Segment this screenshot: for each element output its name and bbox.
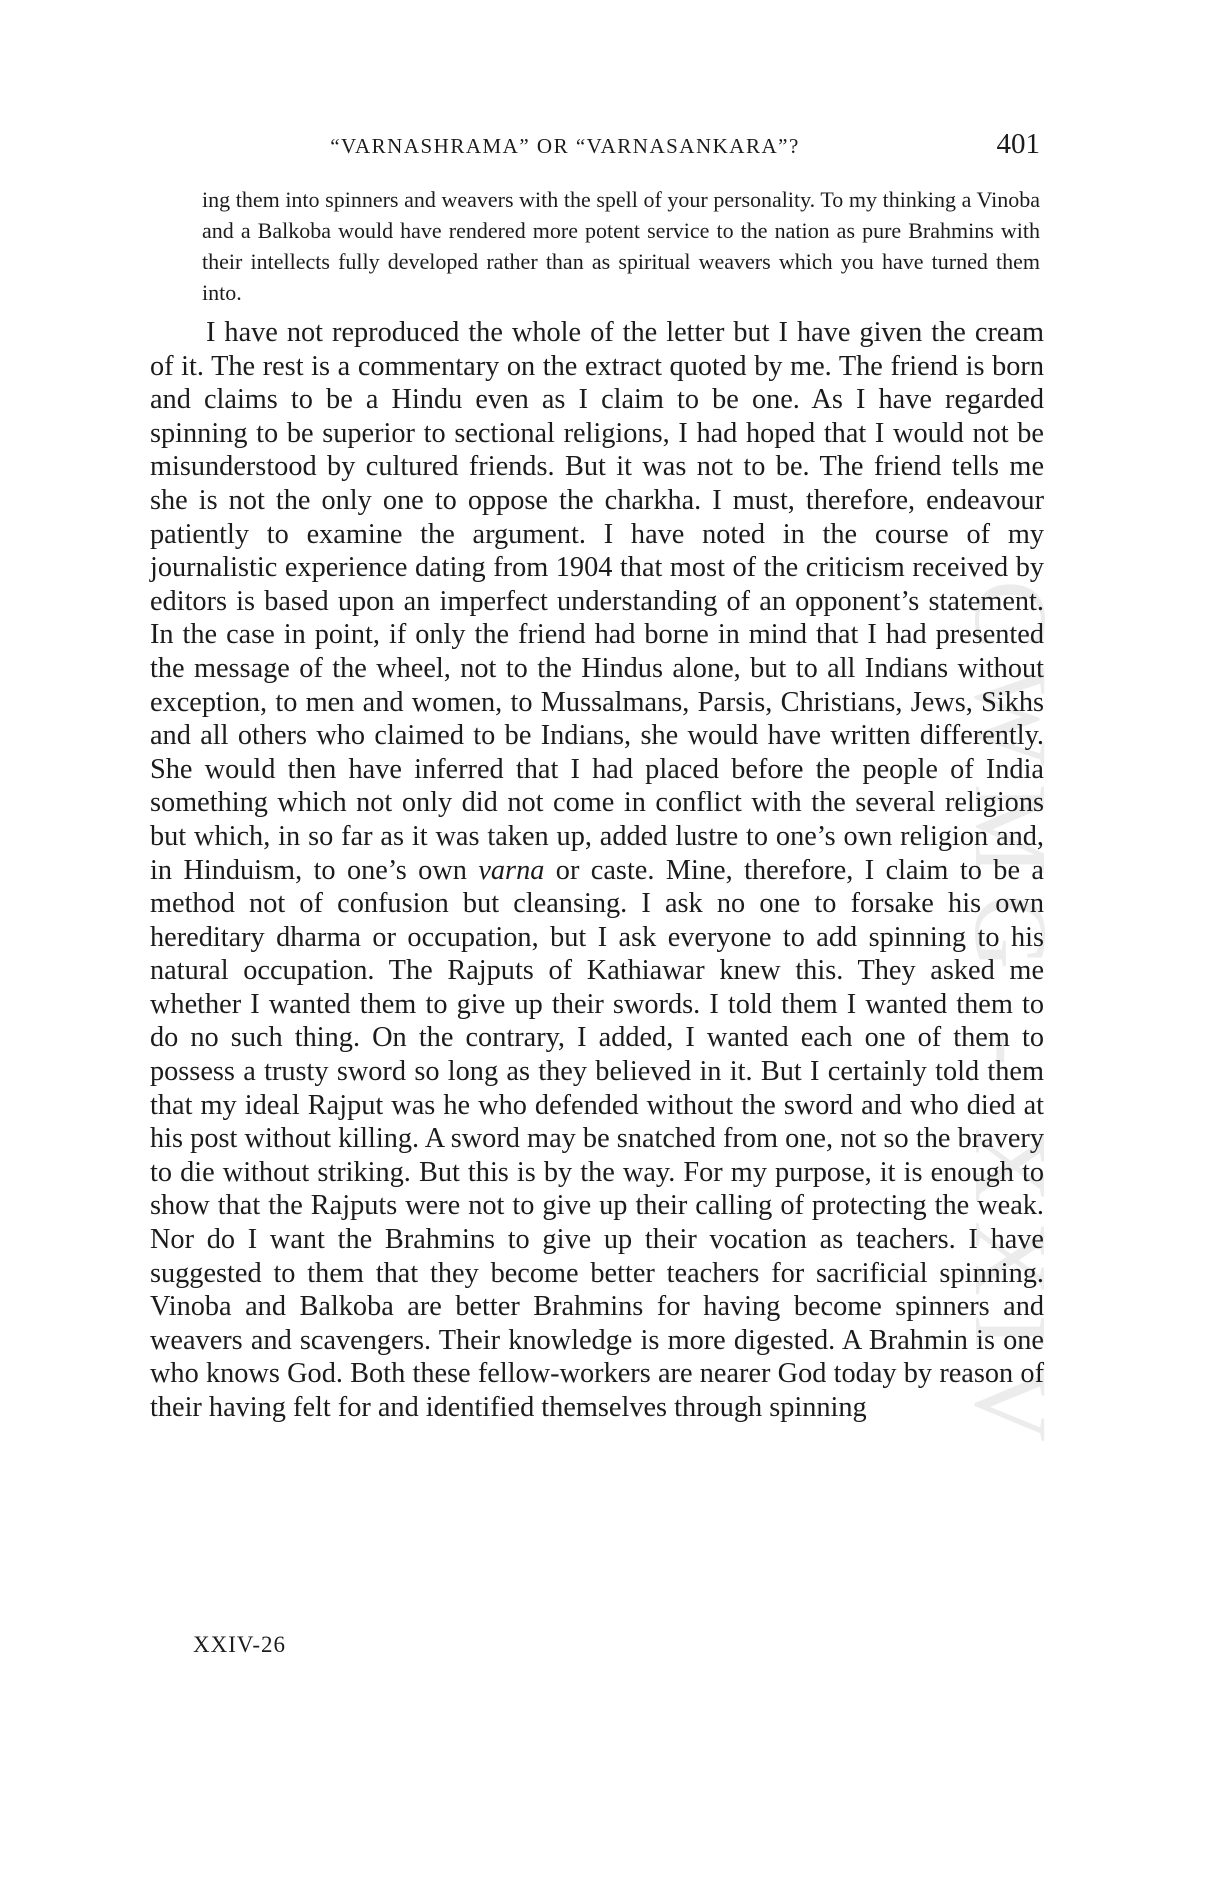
watermark: CWMG - XXIV (953, 580, 1068, 1460)
body-text-part-2: or caste. Mine, therefore, I claim to be a method not of confusion but cleansing. I ask no one to forsake his own hereditary dharma or occupation, but I ask everyone to add spinning to his natural occupation. The Rajputs of Kathiawar knew this. They asked me whether I wanted them to give up their swords. I told them I wanted them to do no such thing. On the contrary, I added, I wanted each one of them to possess a trusty sword so long as they believed in it. But I certainly told them that my ideal Rajput was he who defended without the sword and who died at his post without killing. A sword may be snatched from one, not so the bravery to die without striking. But this is by the way. For my purpose, it is enough to show that the Rajputs were not to give up their calling of protecting the weak. Nor do I want the Brahmins to give up their vocation as teachers. I have suggested to them that they become better teachers for sacrificial spinning. Vinoba and Balkoba are better Brahmins for having become spinners and weavers and scavengers. Their knowledge is more digested. A Brahmin is one who knows God. Both these fellow-workers are nearer God today by reason of their having felt for and identified themselves through spinning (150, 854, 1044, 1423)
body-text (150, 316, 1044, 1425)
extract-paragraph: ing them into spinners and weavers with the spell of your personality. To my thinking a Vinoba and a Balkoba would have rendered more potent service to the nation as pure Brahmins with their intellects fully developed rather than as spiritual weavers which you have turned them into. (202, 187, 1040, 305)
quoted-extract (202, 184, 1040, 308)
signature-mark: XXIV-26 (193, 1632, 287, 1657)
italic-term-varna: varna (478, 854, 545, 886)
running-head: “VARNASHRAMA” OR “VARNASANKARA”? (330, 134, 800, 158)
page-number: 401 (996, 128, 1040, 160)
page-header (150, 126, 1040, 166)
body-paragraph (150, 316, 1044, 1425)
body-text-part-1: I have not reproduced the whole of the letter but I have given the cream of it. The rest is a commentary on the extract quoted by me. The friend is born and claims to be a Hindu even as I claim to be one. As I have regarded spinning to be superior to sectional religions, I had hoped that I would not be misunderstood by cultured friends. But it was not to be. The friend tells me she is not the only one to oppose the charkha. I must, therefore, endeavour patiently to examine the argument. I have noted in the course of my journalistic experience dating from 1904 that most of the criticism received by editors is based upon an imperfect understanding of an opponent’s statement. In the case in point, if only the friend had borne in mind that I had presented the message of the wheel, not to the Hindus alone, but to all Indians without exception, to men and women, to Mussalmans, Parsis, Christians, Jews, Sikhs and all others who claimed to be Indians, she would have written differently. She would then have inferred that I had placed before the people of India something which not only did not come in conflict with the several religions but which, in so far as it was taken up, added lustre to one’s own religion and, in Hinduism, to one’s own (150, 317, 1044, 886)
